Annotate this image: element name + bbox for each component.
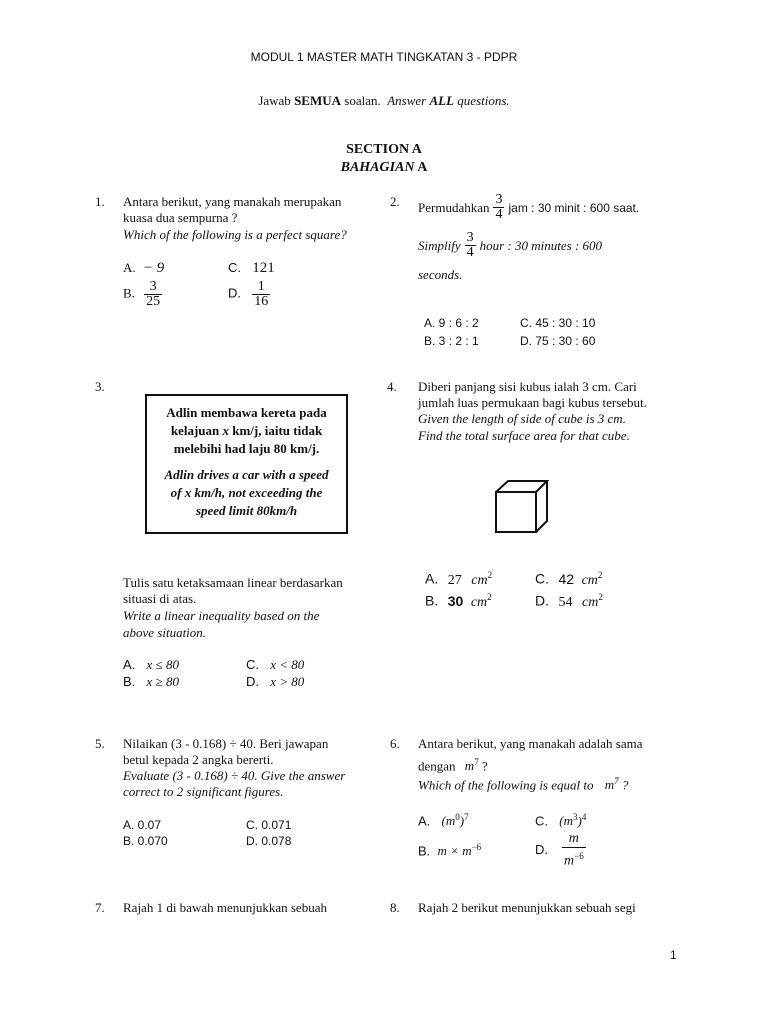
- q3-number: 3.: [95, 379, 105, 394]
- cube-top-face: [496, 481, 547, 492]
- q6-c-inner-exp: 3: [572, 812, 578, 822]
- cube-diagram: [494, 478, 550, 536]
- q4-text-en-2: Find the total surface area for that cube.: [418, 428, 630, 443]
- q6-text-ms-2: [418, 754, 488, 774]
- q1-d-num: 1: [257, 279, 265, 294]
- q2-en-fraction: [465, 231, 476, 260]
- q8-text: Rajah 2 berikut menunjukkan sebuah segi: [418, 900, 636, 915]
- q2-frac-num: 3: [495, 192, 503, 207]
- q4-text-ms-1: Diberi panjang sisi kubus ialah 3 cm. Cari: [418, 379, 637, 394]
- q6-en-base: m: [604, 777, 615, 793]
- q5-option-d[interactable]: D. 0.078: [246, 834, 292, 848]
- q3-option-c[interactable]: [246, 657, 304, 673]
- q5-option-a[interactable]: A. 0.07: [123, 818, 162, 832]
- q6-c-label: C.: [535, 813, 548, 829]
- q6-d-den-exp: −6: [574, 851, 584, 861]
- q6-number: 6.: [390, 736, 400, 751]
- q6-c-base: (m: [559, 813, 573, 829]
- q2-en-post: hour : 30 minutes : 600: [479, 237, 603, 253]
- q1-b-label: B.: [123, 285, 135, 301]
- instr-en-post: questions.: [454, 93, 510, 108]
- q1-b-den: 25: [146, 294, 161, 309]
- q3-box-ms-2-pre: kelajuan: [170, 423, 223, 438]
- q3-box-ms-2: [147, 422, 346, 440]
- q6-b-exp: −6: [471, 842, 482, 852]
- q1-c-value: 121: [252, 260, 275, 276]
- q3-text-en-1: Write a linear inequality based on the: [123, 608, 320, 623]
- instr-ms-post: soalan.: [341, 93, 381, 108]
- cube-front-face: [496, 492, 536, 532]
- q3-box-ms-2-post: km/j, iaitu tidak: [228, 423, 323, 438]
- q4-a-value: 27: [447, 572, 462, 588]
- q1-text-en: Which of the following is a perfect square?: [123, 227, 347, 242]
- q3-box-ms-3: melebihi had laju 80 km/j.: [173, 441, 320, 456]
- q1-b-num: 3: [149, 279, 157, 294]
- q1-text-ms-1: Antara berikut, yang manakah merupakan: [123, 194, 342, 209]
- q6-c-close: ): [577, 813, 582, 829]
- cube-side-face: [536, 481, 547, 532]
- q4-text-ms-2: jumlah luas permukaan bagi kubus tersebut.: [418, 395, 647, 410]
- q2-number: 2.: [390, 194, 400, 209]
- q6-ms-exp: 7: [474, 757, 479, 767]
- q4-c-value: 42: [558, 570, 575, 587]
- q6-d-den-wrap: [562, 847, 586, 870]
- q2-option-a[interactable]: A. 9 : 6 : 2: [424, 316, 479, 330]
- q6-b-expr: m × m: [437, 843, 472, 859]
- q6-b-label: B.: [418, 843, 431, 859]
- instr-ms-pre: Jawab: [258, 93, 295, 108]
- q1-option-c[interactable]: [228, 260, 275, 276]
- section-ms-italic: BAHAGIAN: [340, 160, 415, 175]
- q6-text-en: [418, 773, 628, 793]
- q2-ms-post: jam : 30 minit : 600 saat.: [508, 200, 640, 215]
- q1-option-a[interactable]: [123, 260, 164, 276]
- module-title: MODUL 1 MASTER MATH TINGKATAN 3 - PDPR: [250, 50, 518, 64]
- q1-a-label: A.: [123, 260, 136, 275]
- q6-ms-qmark: ?: [481, 758, 488, 774]
- q3-c-value: x < 80: [270, 657, 305, 672]
- q2-en-frac-den: 4: [466, 245, 474, 260]
- q3-option-a[interactable]: [123, 657, 179, 673]
- q4-b-value: 30: [447, 592, 464, 609]
- q1-option-d[interactable]: [228, 280, 270, 309]
- q3-a-value: x ≤ 80: [146, 657, 179, 672]
- q5-text-ms-2: betul kepada 2 angka bererti.: [123, 752, 274, 767]
- q4-c-unit: cm: [581, 572, 598, 588]
- q1-b-fraction: [144, 280, 162, 309]
- q6-a-outer-exp: 7: [464, 812, 469, 822]
- q4-a-unit: cm: [471, 572, 488, 588]
- q3-a-label: A.: [123, 657, 136, 672]
- q3-box-en-1: Adlin drives a car with a speed: [164, 467, 329, 482]
- q5-number: 5.: [95, 736, 105, 751]
- q5-text-en-1: Evaluate (3 - 0.168) ÷ 40. Give the answer: [123, 768, 346, 783]
- q4-a-sup: 2: [487, 570, 493, 580]
- q1-d-fraction: [252, 280, 270, 309]
- q3-c-label: C.: [246, 657, 259, 672]
- q5-option-c[interactable]: C. 0.071: [246, 818, 292, 832]
- q2-en-pre: Simplify: [418, 237, 461, 253]
- instr-en-pre: Answer: [387, 93, 430, 108]
- q4-d-label: D.: [535, 592, 549, 609]
- q3-text-ms-2: situasi di atas.: [123, 591, 197, 606]
- q3-box-en-3: speed limit 80km/h: [195, 503, 298, 518]
- q3-situation-box: [145, 394, 348, 534]
- q3-option-b[interactable]: [123, 674, 179, 690]
- q3-b-value: x ≥ 80: [146, 674, 179, 689]
- q6-option-c[interactable]: [535, 809, 586, 829]
- q4-c-label: C.: [535, 570, 549, 587]
- q4-c-sup: 2: [597, 570, 603, 580]
- section-ms-rest: A: [414, 160, 428, 175]
- q6-en-label: Which of the following is equal to: [418, 777, 594, 793]
- q6-a-label: A.: [418, 813, 431, 829]
- q6-d-den: m: [564, 853, 575, 869]
- q1-d-den: 16: [254, 294, 269, 309]
- q2-text-ms: [418, 193, 639, 222]
- q4-a-label: A.: [425, 570, 439, 587]
- q3-box-en-2: of x km/h, not exceeding the: [170, 485, 323, 500]
- q4-option-a[interactable]: [425, 570, 492, 589]
- q2-option-c[interactable]: C. 45 : 30 : 10: [520, 316, 596, 330]
- q3-text-en-2: above situation.: [123, 625, 207, 640]
- q2-ms-pre: Permudahkan: [418, 199, 490, 215]
- q6-text-ms-1: Antara berikut, yang manakah adalah sama: [418, 736, 643, 751]
- q5-option-b[interactable]: B. 0.070: [123, 834, 168, 848]
- page-number: 1: [670, 948, 677, 962]
- q7-number: 7.: [95, 900, 105, 915]
- q2-option-b[interactable]: B. 3 : 2 : 1: [424, 334, 479, 348]
- q3-d-value: x > 80: [270, 674, 305, 689]
- q6-ms-base: m: [464, 758, 475, 774]
- q6-c-outer-exp: 4: [581, 812, 587, 822]
- q4-b-label: B.: [425, 592, 439, 609]
- q6-ms2-label: dengan: [418, 758, 456, 774]
- q1-text-ms-2: kuasa dua sempurna ?: [123, 210, 238, 225]
- q3-b-label: B.: [123, 674, 136, 689]
- q4-b-unit: cm: [470, 594, 488, 610]
- q4-b-sup: 2: [487, 592, 492, 602]
- q6-en-qmark: ?: [621, 777, 629, 793]
- q5-text-en-2: correct to 2 significant figures.: [123, 784, 284, 799]
- q3-box-en: [147, 466, 346, 520]
- q2-text-en-2: seconds.: [418, 267, 463, 282]
- q2-option-d[interactable]: D. 75 : 30 : 60: [520, 334, 596, 348]
- q3-d-label: D.: [246, 674, 259, 689]
- q4-number: 4.: [387, 379, 397, 394]
- q4-option-c[interactable]: [535, 570, 602, 589]
- q4-text-en-1: Given the length of side of cube is 3 cm.: [418, 411, 626, 426]
- q6-d-label: D.: [535, 841, 548, 857]
- section-subtitle: [0, 160, 768, 176]
- q7-text: Rajah 1 di bawah menunjukkan sebuah: [123, 900, 327, 915]
- instr-ms-bold: SEMUA: [294, 93, 342, 108]
- q6-d-fraction: [562, 830, 586, 870]
- q6-option-a[interactable]: [418, 809, 469, 829]
- q2-en-frac-num: 3: [466, 230, 474, 245]
- q4-d-value: 54: [558, 594, 573, 610]
- instr-en-bold: ALL: [429, 93, 455, 108]
- q1-number: 1.: [95, 194, 105, 209]
- q3-box-ms-1: Adlin membawa kereta pada: [166, 405, 327, 420]
- q3-box-ms-2-var: x: [222, 423, 229, 438]
- q1-d-label: D.: [228, 285, 241, 301]
- q3-option-d[interactable]: [246, 674, 304, 690]
- q1-a-value: − 9: [142, 260, 165, 276]
- q3-text-ms-1: Tulis satu ketaksamaan linear berdasarkan: [123, 575, 343, 590]
- q2-text-en: [418, 231, 602, 260]
- q6-a-close: ): [459, 813, 465, 829]
- q5-text-ms-1: Nilaikan (3 - 0.168) ÷ 40. Beri jawapan: [123, 736, 329, 751]
- q4-option-d[interactable]: [535, 592, 603, 611]
- q4-d-sup: 2: [598, 592, 603, 602]
- q6-option-b[interactable]: [418, 839, 481, 859]
- section-title: SECTION A: [346, 142, 422, 157]
- q2-ms-fraction: [493, 193, 504, 222]
- q1-c-label: C.: [228, 260, 241, 275]
- q6-option-d[interactable]: [535, 830, 586, 870]
- q1-option-b[interactable]: [123, 280, 162, 309]
- q2-frac-den: 4: [495, 207, 503, 222]
- q3-box-ms: [147, 404, 346, 458]
- q4-d-unit: cm: [582, 594, 599, 610]
- q6-en-exp: 7: [614, 776, 619, 786]
- q6-a-base: (m: [441, 813, 456, 829]
- q6-a-inner-exp: 0: [455, 812, 460, 822]
- q4-option-b[interactable]: [425, 592, 492, 611]
- q6-d-num: m: [568, 831, 579, 846]
- q8-number: 8.: [390, 900, 400, 915]
- instructions: [0, 93, 768, 109]
